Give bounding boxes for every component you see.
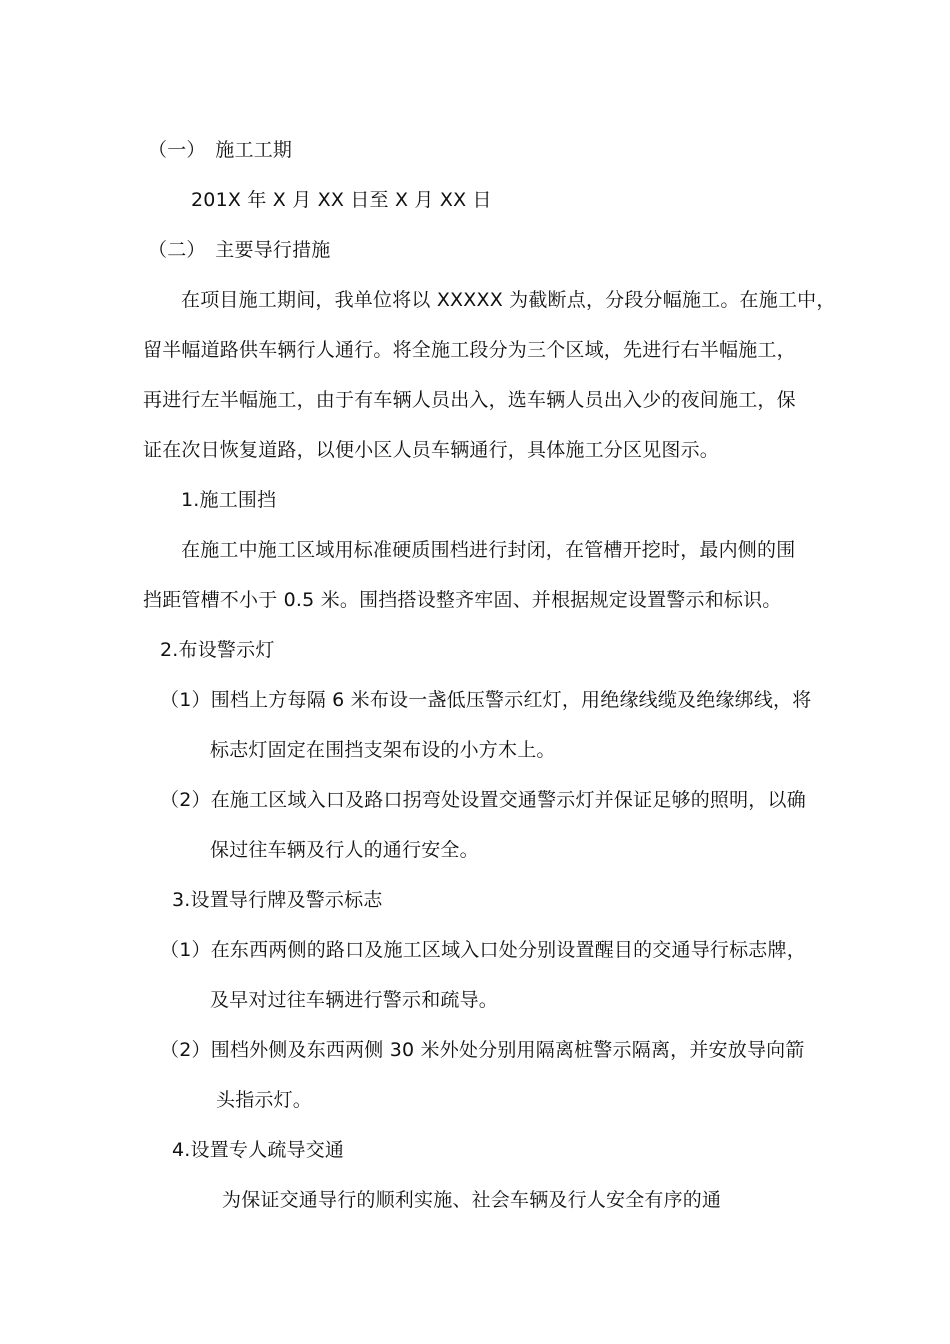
paragraph-line: 留半幅道路供车辆行人通行。将全施工段分为三个区域，先进行右半幅施工， — [143, 339, 796, 361]
paragraph-line: 保过往车辆及行人的通行安全。 — [210, 839, 479, 861]
item-title-signs: 3.设置导行牌及警示标志 — [172, 889, 383, 911]
paragraph-line: 在项目施工期间，我单位将以 XXXXX 为截断点，分段分幅施工。在施工中， — [181, 289, 836, 311]
paragraph-line: 为保证交通导行的顺利实施、社会车辆及行人安全有序的通 — [222, 1189, 722, 1211]
paragraph-line: （1）围档上方每隔 6 米布设一盏低压警示红灯，用绝缘线缆及绝缘绑线，将 — [160, 689, 812, 711]
paragraph-line: 挡距管槽不小于 0.5 米。围挡搭设整齐牢固、并根据规定设置警示和标识。 — [143, 589, 782, 611]
paragraph-line: 标志灯固定在围挡支架布设的小方木上。 — [210, 739, 556, 761]
paragraph-line: （1）在东西两侧的路口及施工区域入口处分别设置醒目的交通导行标志牌， — [160, 939, 806, 961]
paragraph-line: 及早对过往车辆进行警示和疏导。 — [210, 989, 499, 1011]
item-title-traffic-guide: 4.设置专人疏导交通 — [172, 1139, 345, 1161]
item-title-enclosure: 1.施工围挡 — [181, 489, 277, 511]
paragraph-line: 证在次日恢复道路，以便小区人员车辆通行，具体施工分区见图示。 — [143, 439, 720, 461]
construction-period: 201X 年 X 月 XX 日至 X 月 XX 日 — [191, 189, 492, 211]
paragraph-line: 头指示灯。 — [216, 1089, 313, 1111]
paragraph-line: （2）在施工区域入口及路口拐弯处设置交通警示灯并保证足够的照明，以确 — [160, 789, 806, 811]
paragraph-line: 在施工中施工区域用标准硬质围档进行封闭，在管槽开挖时，最内侧的围 — [181, 539, 796, 561]
section-heading-schedule: （一） 施工工期 — [148, 139, 293, 161]
item-title-warning-lights: 2.布设警示灯 — [160, 639, 275, 661]
paragraph-line: （2）围档外侧及东西两侧 30 米外处分别用隔离桩警示隔离，并安放导向箭 — [160, 1039, 805, 1061]
section-heading-traffic-measures: （二） 主要导行措施 — [148, 239, 331, 261]
paragraph-line: 再进行左半幅施工，由于有车辆人员出入，选车辆人员出入少的夜间施工，保 — [143, 389, 796, 411]
